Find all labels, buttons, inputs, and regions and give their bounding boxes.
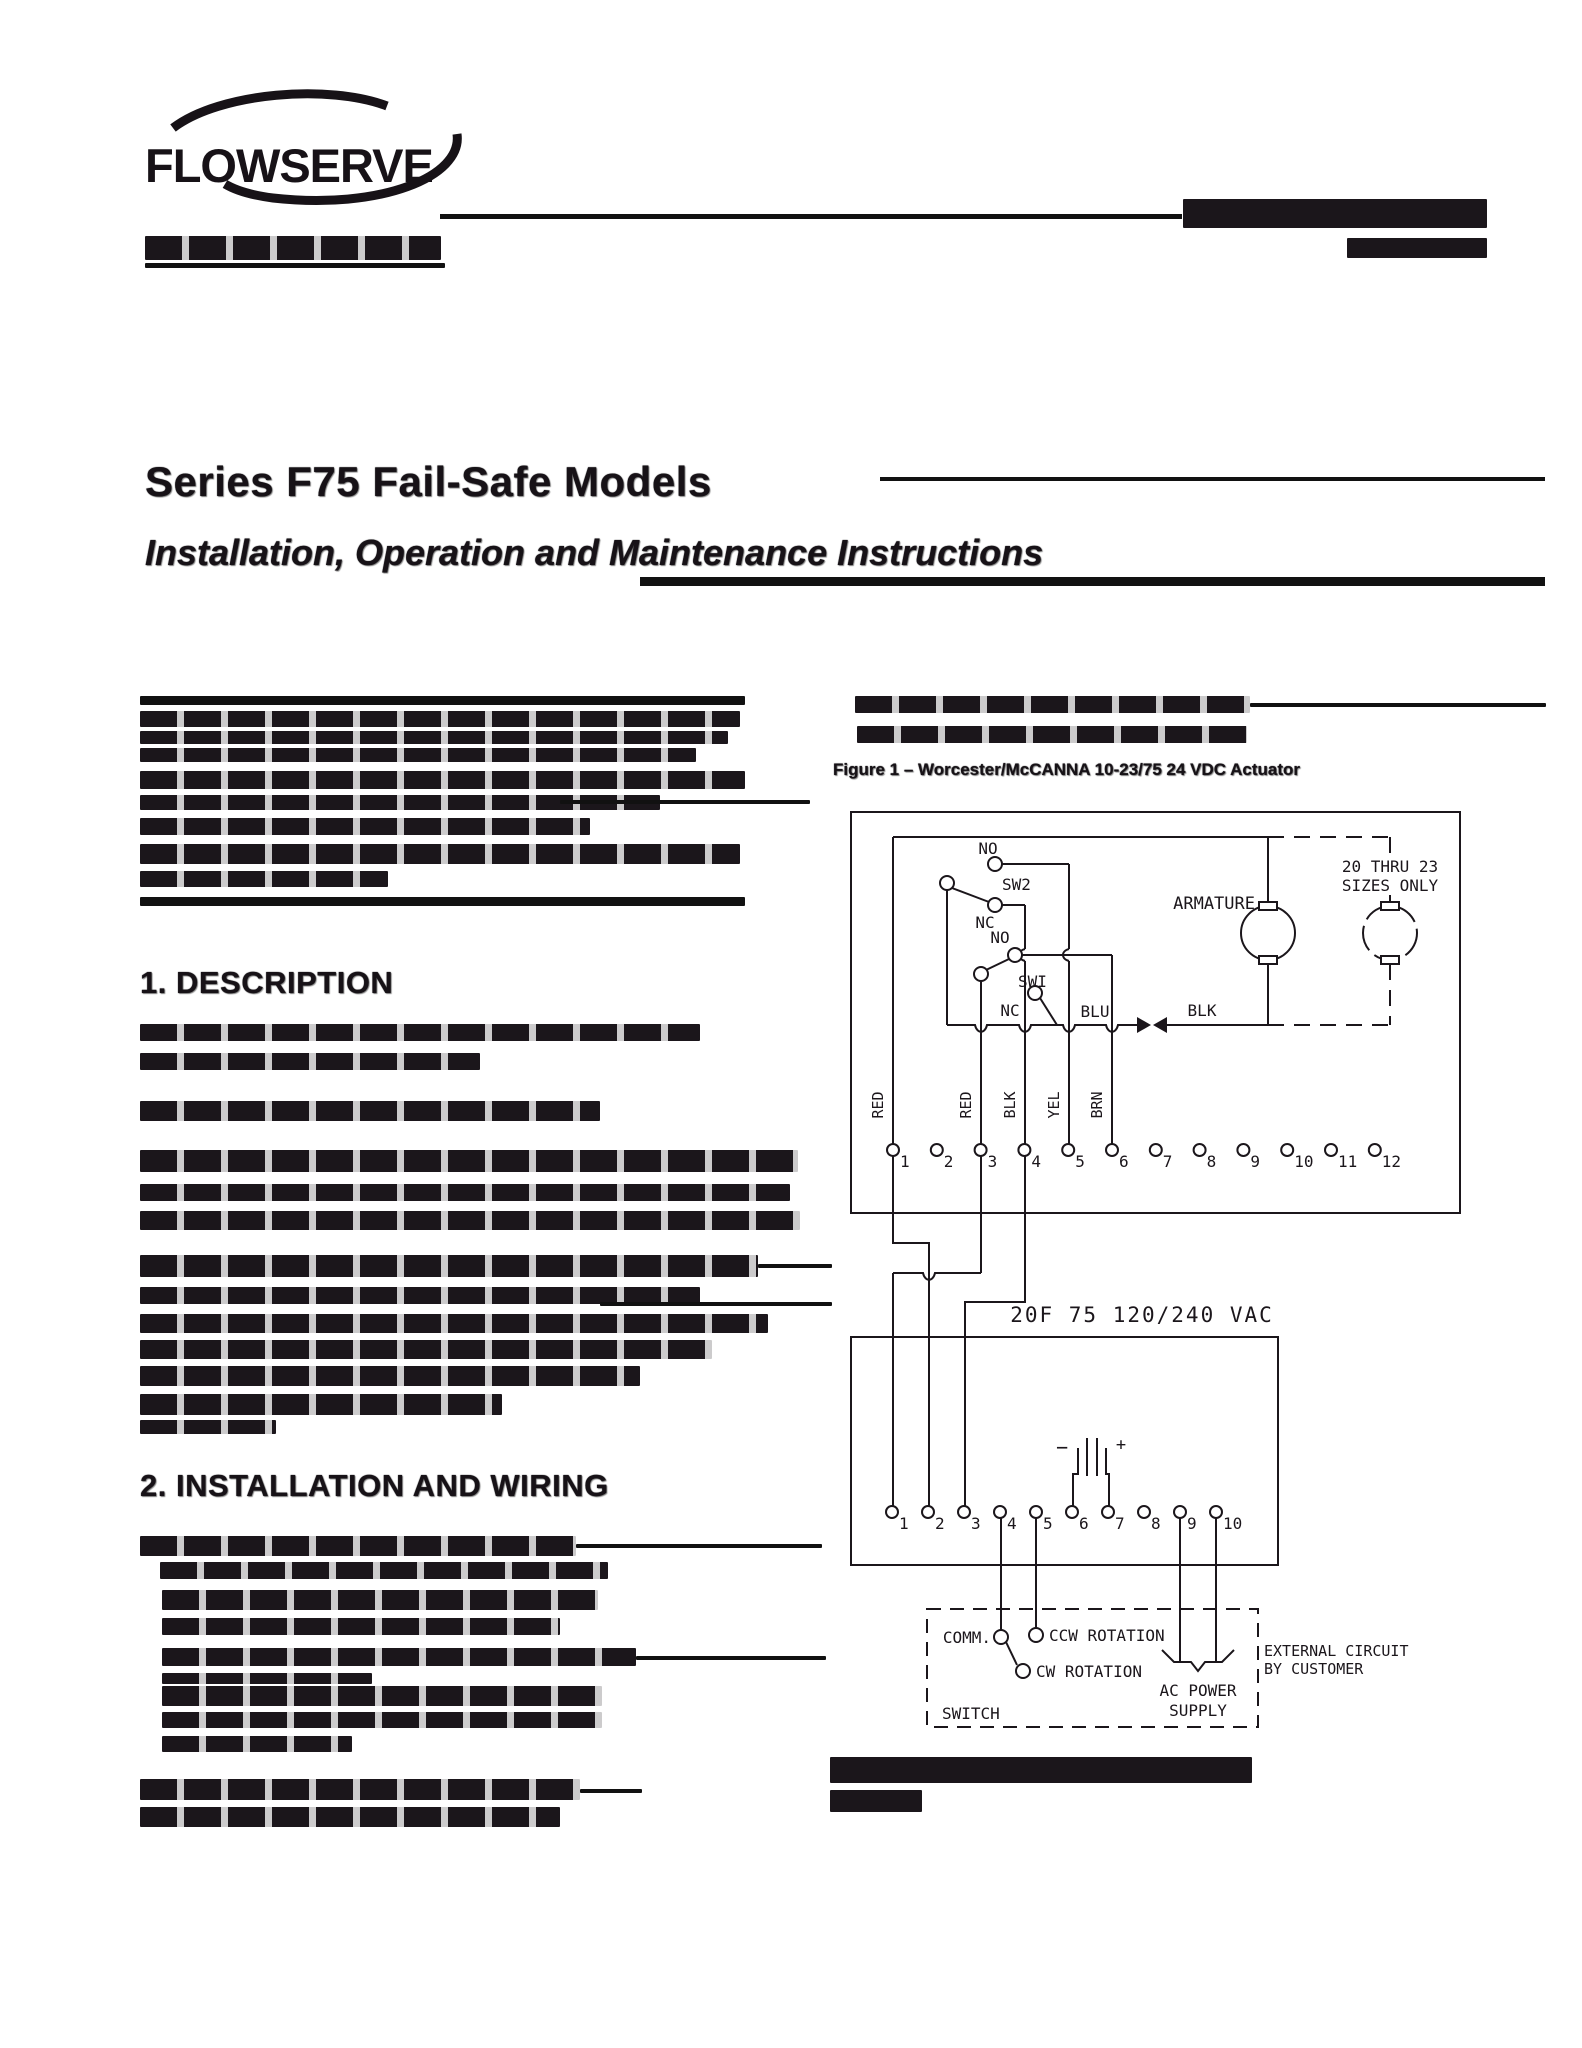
redacted-text [140, 844, 740, 864]
redacted-text [560, 800, 810, 804]
terminal-circle [1106, 1144, 1118, 1156]
subtitle-rule [640, 577, 1545, 586]
figure-1-caption: Figure 1 – Worcester/McCANNA 10-23/75 24 VDC Actuator [833, 760, 1301, 779]
page-title: Series F75 Fail-Safe Models [145, 458, 712, 505]
redacted-text [145, 263, 445, 268]
redacted-text [580, 1789, 642, 1793]
redacted-text [140, 1150, 798, 1172]
redacted-text [162, 1686, 602, 1706]
terminal-number: 4 [1007, 1514, 1017, 1533]
terminal-circle [922, 1506, 934, 1518]
redacted-text [140, 1779, 580, 1800]
terminal-circle [1102, 1506, 1114, 1518]
terminal-circle [958, 1506, 970, 1518]
label-external-circuit: EXTERNAL CIRCUIT [1264, 1642, 1409, 1660]
terminal-circle [1210, 1506, 1222, 1518]
redacted-text [140, 1420, 276, 1434]
redacted-text [140, 1053, 480, 1070]
terminal-circle [1194, 1144, 1206, 1156]
label-vac: 20F 75 120/240 VAC [1010, 1303, 1274, 1327]
external-circuit-box [927, 1609, 1409, 1727]
redacted-text [140, 818, 590, 835]
label-armature: ARMATURE [1173, 894, 1255, 914]
terminal-number: 2 [935, 1514, 945, 1533]
label-no-sw1: NO [990, 928, 1010, 947]
terminal-number: 5 [1043, 1514, 1053, 1533]
terminal-number: 8 [1206, 1152, 1217, 1171]
terminal-number: 9 [1250, 1152, 1261, 1171]
header-rule [440, 214, 1182, 219]
redacted-text [140, 871, 388, 887]
label-nc-sw2: NC [975, 913, 995, 932]
terminal-circle [1066, 1506, 1078, 1518]
section-1-heading: 1. DESCRIPTION [140, 965, 394, 1000]
redacted-text [855, 696, 1250, 713]
redacted-text [758, 1264, 832, 1268]
terminal-number: 1 [900, 1152, 910, 1171]
page-subtitle: Installation, Operation and Maintenance Instructions [145, 532, 1044, 573]
figure2-terminal-strip [886, 1506, 1242, 1533]
label-no-sw2: NO [978, 839, 998, 858]
switch-sw2-icon [940, 857, 1002, 912]
redacted-text [140, 1101, 600, 1121]
terminal-circle [1281, 1144, 1293, 1156]
redacted-text [140, 1024, 700, 1041]
terminal-circle [931, 1144, 943, 1156]
redacted-text [140, 1536, 576, 1556]
terminal-number: 3 [971, 1514, 981, 1533]
wiring-diagram [850, 810, 1582, 1820]
terminal-number: 8 [1151, 1514, 1161, 1533]
label-comm: COMM. [942, 1628, 991, 1647]
terminal-circle [975, 1144, 987, 1156]
redacted-text [140, 897, 745, 906]
terminal-circle [1018, 1144, 1030, 1156]
label-switch: SWITCH [942, 1704, 1000, 1723]
terminal-number: 1 [899, 1514, 909, 1533]
flowserve-logo [145, 82, 505, 222]
terminal-number: 3 [987, 1152, 998, 1171]
label-wire-red-1: RED [869, 1091, 887, 1119]
label-wire-blk: BLK [1001, 1091, 1019, 1119]
redacted-text [140, 731, 728, 744]
redacted-text [857, 726, 1247, 743]
figure1-diagram [851, 812, 1460, 1213]
redacted-text [140, 1184, 790, 1201]
label-blk: BLK [1187, 1001, 1217, 1020]
terminal-circle [994, 1506, 1006, 1518]
redacted-text [140, 1394, 502, 1415]
label-minus: − [1055, 1435, 1069, 1459]
redacted-text [830, 1790, 922, 1812]
label-wire-yel: YEL [1045, 1091, 1063, 1119]
terminal-circle [887, 1144, 899, 1156]
terminal-number: 5 [1075, 1152, 1085, 1171]
redacted-text [1250, 703, 1546, 707]
redacted-text [140, 771, 745, 789]
redacted-text [162, 1590, 598, 1610]
redacted-text [140, 1340, 712, 1359]
terminal-number: 4 [1031, 1152, 1042, 1171]
redacted-text [140, 748, 696, 762]
terminal-number: 10 [1294, 1152, 1314, 1171]
label-sw2: SW2 [1002, 875, 1031, 894]
logo-wordmark: FLOWSERVE [145, 139, 433, 192]
redacted-text [140, 696, 745, 705]
terminal-number: 6 [1119, 1152, 1129, 1171]
redacted-text [162, 1712, 602, 1728]
redacted-text [160, 1562, 608, 1579]
redacted-text [1347, 238, 1487, 258]
figure1-terminal-strip [887, 1144, 1401, 1171]
redacted-text [162, 1673, 372, 1684]
redacted-text [140, 1366, 640, 1386]
redacted-text [162, 1648, 636, 1666]
label-wire-brn: BRN [1088, 1091, 1106, 1119]
terminal-number: 2 [943, 1152, 954, 1171]
section-2-heading: 2. INSTALLATION AND WIRING [140, 1468, 609, 1503]
redacted-text [576, 1544, 822, 1548]
redacted-text [140, 1314, 768, 1333]
label-ccw-rotation: CCW ROTATION [1049, 1626, 1165, 1645]
terminal-number: 7 [1115, 1514, 1125, 1533]
interconnect-wires [893, 1156, 1025, 1506]
terminal-circle [886, 1506, 898, 1518]
logo-swoosh-top-icon [173, 94, 387, 128]
label-ac-supply: SUPPLY [1169, 1701, 1227, 1720]
label-nc-sw1: NC [1000, 1001, 1020, 1020]
terminal-circle [1369, 1144, 1381, 1156]
terminal-number: 10 [1223, 1514, 1243, 1533]
title-rule [880, 477, 1545, 481]
terminal-circle [1237, 1144, 1249, 1156]
terminal-circle [1138, 1506, 1150, 1518]
terminal-circle [1062, 1144, 1074, 1156]
label-plus: + [1115, 1435, 1127, 1455]
label-by-customer: BY CUSTOMER [1264, 1660, 1364, 1678]
terminal-number: 9 [1187, 1514, 1197, 1533]
redacted-text [600, 1302, 832, 1306]
label-ac-power: AC POWER [1159, 1681, 1237, 1700]
label-sw1: SWI [1018, 972, 1047, 991]
terminal-number: 6 [1079, 1514, 1089, 1533]
redacted-text [1183, 199, 1487, 228]
redacted-text [140, 1807, 560, 1827]
terminal-number: 11 [1338, 1152, 1358, 1171]
terminal-circle [1150, 1144, 1162, 1156]
redacted-text [140, 1211, 800, 1230]
terminal-number: 7 [1162, 1152, 1173, 1171]
redacted-text [162, 1736, 352, 1752]
label-cw-rotation: CW ROTATION [1036, 1662, 1142, 1681]
label-wire-red-2: RED [957, 1091, 975, 1119]
redacted-text [140, 1255, 758, 1277]
redacted-text [145, 236, 441, 260]
label-sizes-line2: SIZES ONLY [1341, 876, 1439, 895]
redacted-text [162, 1618, 560, 1635]
redacted-text [636, 1656, 826, 1660]
motor-armature-icon [1241, 837, 1295, 1025]
terminal-number: 12 [1381, 1152, 1402, 1171]
terminal-circle [1174, 1506, 1186, 1518]
label-sizes-line1: 20 THRU 23 [1341, 857, 1439, 876]
redacted-text [140, 711, 740, 727]
label-blu: BLU [1080, 1002, 1110, 1021]
terminal-circle [1030, 1506, 1042, 1518]
diode-icon [1137, 1017, 1167, 1033]
redacted-text [830, 1757, 1252, 1783]
ac-supply-brace-icon [1162, 1650, 1234, 1671]
battery-icon [1056, 1435, 1126, 1506]
terminal-circle [1325, 1144, 1337, 1156]
